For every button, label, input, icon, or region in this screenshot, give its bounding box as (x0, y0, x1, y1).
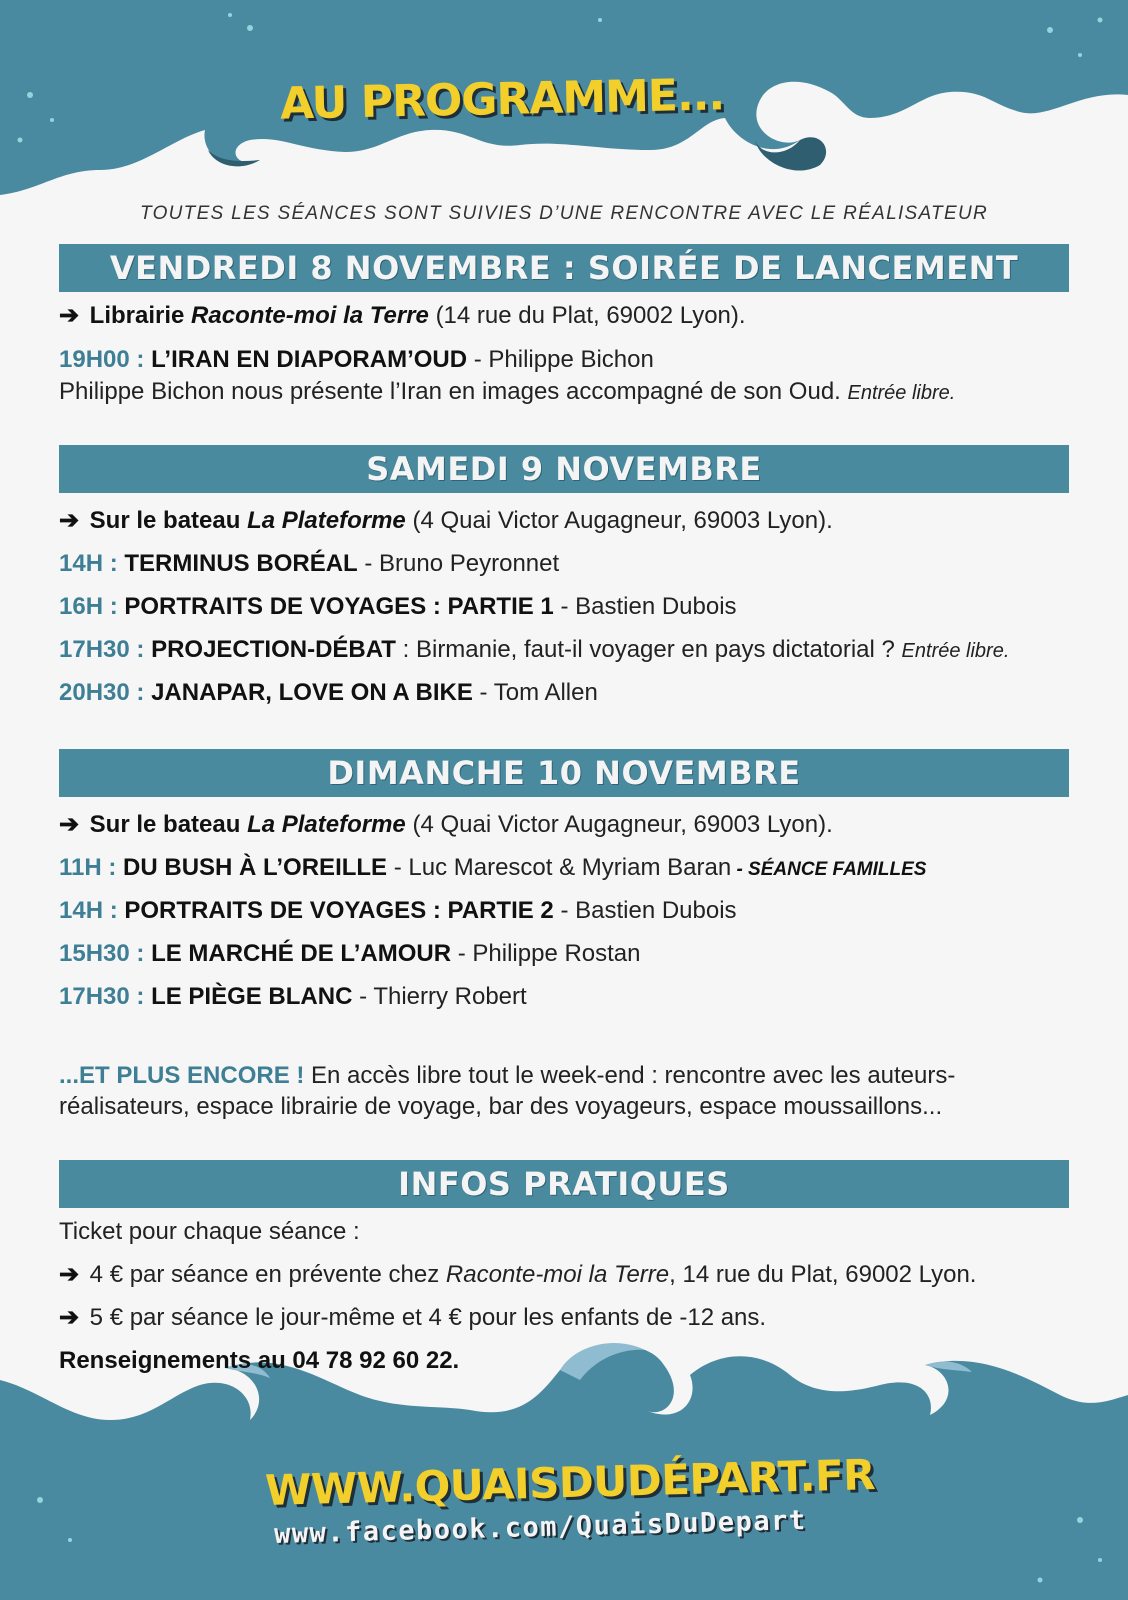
event-title: JANAPAR, LOVE ON A BIKE (151, 679, 473, 706)
event-title: TERMINUS BORÉAL (124, 550, 358, 577)
event-details: - Philippe Bichon (467, 346, 654, 373)
ticket-intro: Ticket pour chaque séance : (59, 1218, 360, 1245)
event-time: 17H30 : (59, 983, 145, 1010)
arrow-right-icon: ➔ (59, 1261, 80, 1288)
arrow-right-icon: ➔ (59, 811, 80, 838)
venue-name: La Plateforme (247, 811, 406, 838)
event-time: 17H30 : (59, 636, 145, 663)
event-row (59, 345, 1078, 375)
page-title: AU PROGRAMME... (279, 69, 725, 130)
more-text: En accès libre tout le week-end : rencontre avec les auteurs-réalisateurs, espace librairie de voyage, bar des voyageurs, espace moussaillons... (59, 1062, 956, 1120)
contact-info: Renseignements au 04 78 92 60 22. (59, 1347, 460, 1374)
event-title: DU BUSH À L’OREILLE (123, 854, 388, 881)
event-row (59, 678, 1078, 708)
event-title: LE MARCHÉ DE L’AMOUR (151, 940, 452, 967)
arrow-right-icon: ➔ (59, 1304, 80, 1331)
venue-prefix: Librairie (89, 302, 185, 329)
subtitle: TOUTES LES SÉANCES SONT SUIVIES D’UNE RENCONTRE AVEC LE RÉALISATEUR (140, 203, 988, 224)
venue-address: (4 Quai Victor Augagneur, 69003 Lyon). (412, 507, 833, 534)
event-details: - Bruno Peyronnet (357, 550, 560, 577)
presale-shop: Raconte-moi la Terre (445, 1261, 670, 1288)
venue-line-friday (59, 301, 1078, 331)
event-details: - Bastien Dubois (553, 897, 737, 924)
arrow-right-icon: ➔ (59, 507, 80, 534)
event-row (59, 982, 1078, 1012)
venue-prefix: Sur le bateau (89, 507, 241, 534)
event-description (59, 377, 1078, 408)
venue-line-saturday (59, 506, 1078, 536)
event-details: - Luc Marescot & Myriam Baran (387, 854, 732, 881)
event-details: - Thierry Robert (352, 983, 527, 1010)
presale-text: 4 € par séance en prévente chez (89, 1261, 440, 1288)
event-details: - Tom Allen (472, 679, 598, 706)
event-time: 20H30 : (59, 679, 145, 706)
presale-line (59, 1260, 1078, 1290)
venue-address: (4 Quai Victor Augagneur, 69003 Lyon). (412, 811, 833, 838)
event-row (59, 939, 1078, 969)
day-heading-friday: VENDREDI 8 NOVEMBRE : SOIRÉE DE LANCEMENT (59, 244, 1069, 292)
event-time: 19H00 : (59, 346, 145, 373)
event-details: - Philippe Rostan (451, 940, 641, 967)
venue-line-sunday (59, 810, 1078, 840)
event-time: 14H : (59, 897, 118, 924)
event-title: LE PIÈGE BLANC (151, 983, 353, 1010)
description-text: Philippe Bichon nous présente l’Iran en images accompagné de son Oud. (59, 378, 841, 405)
event-title: PROJECTION-DÉBAT (151, 636, 396, 663)
more-paragraph (59, 1060, 1069, 1122)
event-row (59, 896, 1078, 926)
sameday-line (59, 1303, 1078, 1333)
event-time: 11H : (59, 854, 117, 881)
event-details: : Birmanie, faut-il voyager en pays dictatorial ? (395, 636, 895, 663)
presale-address: , 14 rue du Plat, 69002 Lyon. (669, 1261, 977, 1288)
entry-note: Entrée libre. (847, 382, 956, 404)
event-row (59, 853, 1078, 885)
event-row (59, 549, 1078, 579)
event-time: 15H30 : (59, 940, 145, 967)
event-time: 14H : (59, 550, 118, 577)
sameday-text: 5 € par séance le jour-même et 4 € pour les enfants de -12 ans. (89, 1304, 767, 1331)
venue-name: La Plateforme (247, 507, 406, 534)
venue-name: Raconte-moi la Terre (191, 302, 429, 329)
facebook-link[interactable]: www.facebook.com/QuaisDuDepart (273, 1505, 807, 1550)
event-row (59, 592, 1078, 622)
event-details: - Bastien Dubois (553, 593, 737, 620)
family-tag: - SÉANCE FAMILLES (731, 859, 927, 880)
venue-address: (14 rue du Plat, 69002 Lyon). (435, 302, 746, 329)
event-row (59, 635, 1078, 666)
more-lead: ...ET PLUS ENCORE ! (59, 1062, 305, 1089)
venue-prefix: Sur le bateau (89, 811, 241, 838)
infos-heading: INFOS PRATIQUES (59, 1160, 1069, 1208)
event-title: PORTRAITS DE VOYAGES : PARTIE 2 (124, 897, 554, 924)
entry-note: Entrée libre. (901, 640, 1010, 662)
event-title: PORTRAITS DE VOYAGES : PARTIE 1 (124, 593, 554, 620)
day-heading-saturday: SAMEDI 9 NOVEMBRE (59, 445, 1069, 493)
website-link[interactable]: WWW.QUAISDUDÉPART.FR (264, 1450, 876, 1515)
day-heading-sunday: DIMANCHE 10 NOVEMBRE (59, 749, 1069, 797)
event-time: 16H : (59, 593, 118, 620)
event-title: L’IRAN EN DIAPORAM’OUD (151, 346, 468, 373)
arrow-right-icon: ➔ (59, 302, 80, 329)
